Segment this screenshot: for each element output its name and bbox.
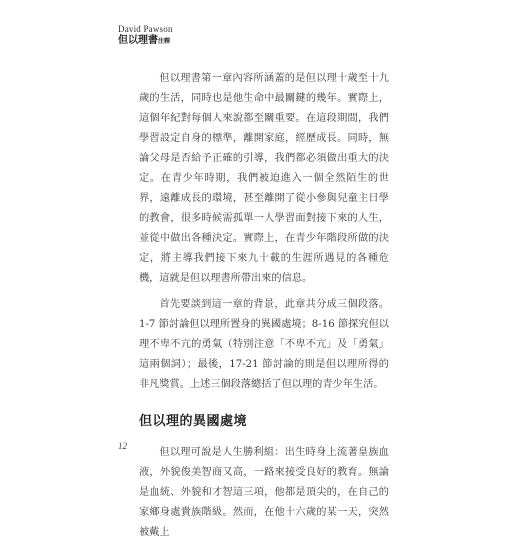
section-paragraph: 但以理可說是人生勝利組：出生時身上流著皇族血液，外貌俊美智商又高，一路來接受良好的教育。無論是血統、外貌和才智這三項，他都是頂尖的，在自己的家鄉身處貴族階級。然而，在他十六歲的某一天，突然被戴上 [139,447,389,538]
page-body [139,69,389,543]
book-title [118,36,173,46]
book-title-suffix: 注釋 [158,38,171,45]
page-number: 12 [118,441,127,451]
paragraph-2: 首先要談到這一章的背景，此章共分成三個段落。1-7 節討論但以理所置身的異國處境；8-16 節探究但以理不卑不亢的勇氣（特別注意「不卑不亢」及「勇氣」這兩個詞）；最後，17-21 節討論的則是但以理所得的非凡獎賞。上述三個段落總括了但以理的青少年生活。 [139,299,389,390]
running-header [118,25,173,46]
section-heading: 但以理的異國處境 [139,414,248,429]
paragraph-1: 但以理書第一章內容所涵蓋的是但以理十歲至十九歲的生活，同時也是他生命中最關鍵的幾年。實際上，這個年紀對每個人來說都至關重要。在這段期間，我們學習設定自身的標準，離開家庭，經歷成長。同時，無論父母是否給予正確的引導，我們都必須做出重大的決定。在青少年時期，我們被迫進入一個全然陌生的世界，遠離成長的環境，甚至離開了從小參與兒童主日學的教會，很多時候需孤單一人學習面對接下來的人生，並從中做出各種決定。實際上，在青少年階段所做的決定，將主導我們接下來九十載的生涯所遇見的各種危機，這就是但以理書所帶出來的信息。 [139,73,389,284]
author-name: David Pawson [118,24,173,34]
book-title-main: 但以理書 [118,35,158,46]
